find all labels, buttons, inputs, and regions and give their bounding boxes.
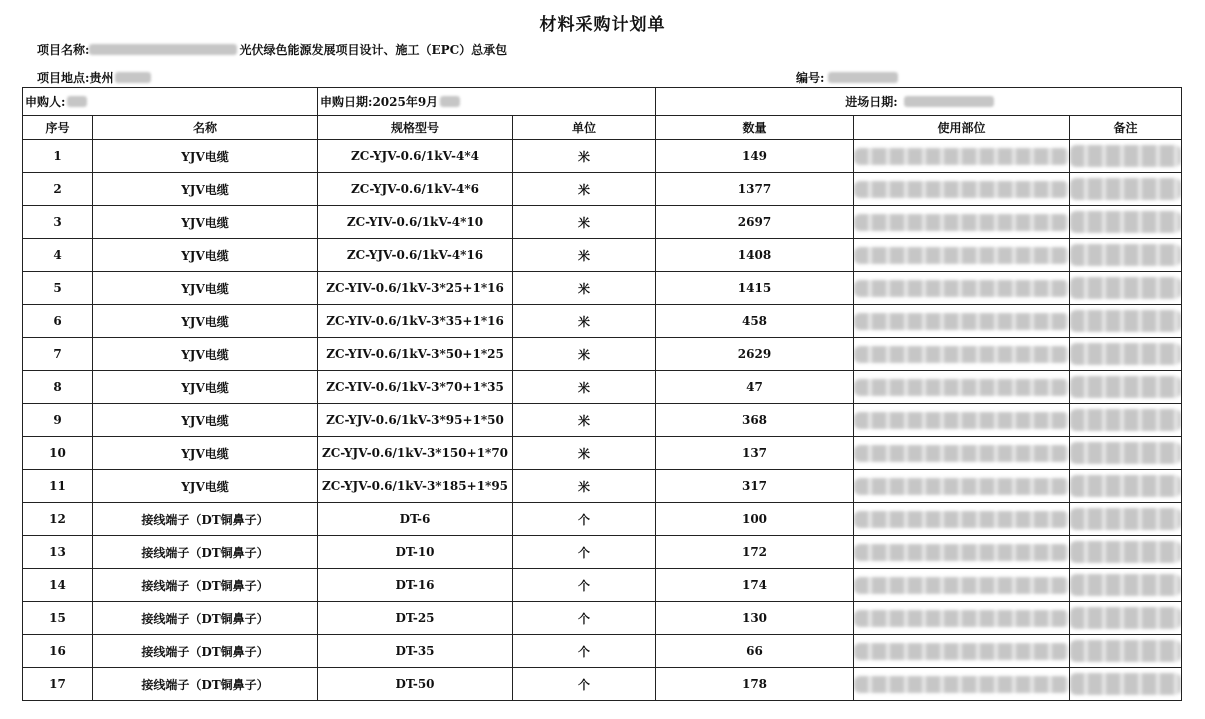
redaction-blur xyxy=(854,148,1069,165)
row-no: 7 xyxy=(23,338,93,371)
row-no: 4 xyxy=(23,239,93,272)
row-no: 17 xyxy=(23,668,93,701)
row-name: YJV电缆 xyxy=(93,140,318,173)
row-spec: ZC-YJV-0.6/1kV-3*185+1*95 xyxy=(318,470,513,503)
redaction-blur xyxy=(854,610,1069,627)
row-dept-redacted xyxy=(854,338,1070,371)
row-spec: ZC-YJV-0.6/1kV-4*6 xyxy=(318,173,513,206)
requester-cell xyxy=(23,88,318,116)
row-name: 接线端子（DT铜鼻子） xyxy=(93,503,318,536)
row-dept-redacted xyxy=(854,206,1070,239)
entry-date-label: 进场日期: xyxy=(845,95,898,109)
row-name: YJV电缆 xyxy=(93,437,318,470)
row-name: 接线端子（DT铜鼻子） xyxy=(93,635,318,668)
purchase-plan-table xyxy=(22,87,1182,701)
row-dept-redacted xyxy=(854,173,1070,206)
redaction-blur xyxy=(1070,310,1181,332)
table-row xyxy=(23,602,1182,635)
row-qty: 458 xyxy=(656,305,854,338)
row-unit: 米 xyxy=(513,437,656,470)
row-unit: 米 xyxy=(513,404,656,437)
redaction-blur xyxy=(1070,145,1181,167)
row-remark-redacted xyxy=(1070,668,1182,701)
row-name: YJV电缆 xyxy=(93,338,318,371)
project-location-line xyxy=(37,69,151,86)
header-unit: 单位 xyxy=(513,116,656,140)
purchase-date-value: 2025年9月 xyxy=(372,95,439,109)
table-row xyxy=(23,437,1182,470)
row-name: 接线端子（DT铜鼻子） xyxy=(93,602,318,635)
row-unit: 米 xyxy=(513,140,656,173)
row-no: 5 xyxy=(23,272,93,305)
row-no: 13 xyxy=(23,536,93,569)
row-no: 11 xyxy=(23,470,93,503)
row-spec: ZC-YIV-0.6/1kV-3*35+1*16 xyxy=(318,305,513,338)
row-no: 2 xyxy=(23,173,93,206)
row-no: 12 xyxy=(23,503,93,536)
row-spec: DT-6 xyxy=(318,503,513,536)
row-name: YJV电缆 xyxy=(93,371,318,404)
header-dept: 使用部位 xyxy=(854,116,1070,140)
header-spec: 规格型号 xyxy=(318,116,513,140)
row-remark-redacted xyxy=(1070,305,1182,338)
redaction-blur xyxy=(1070,277,1181,299)
table-row xyxy=(23,338,1182,371)
redaction-blur xyxy=(854,247,1069,264)
table-row xyxy=(23,635,1182,668)
redacted-project-prefix xyxy=(89,44,237,55)
redaction-blur xyxy=(1070,508,1181,530)
row-remark-redacted xyxy=(1070,371,1182,404)
row-remark-redacted xyxy=(1070,503,1182,536)
header-no: 序号 xyxy=(23,116,93,140)
document-code-label: 编号: xyxy=(796,71,825,85)
row-dept-redacted xyxy=(854,272,1070,305)
redaction-blur xyxy=(854,445,1069,462)
row-spec: ZC-YJV-0.6/1kV-4*16 xyxy=(318,239,513,272)
row-qty: 137 xyxy=(656,437,854,470)
row-spec: ZC-YIV-0.6/1kV-3*70+1*35 xyxy=(318,371,513,404)
redaction-blur xyxy=(854,643,1069,660)
row-remark-redacted xyxy=(1070,239,1182,272)
redaction-blur xyxy=(854,181,1069,198)
row-no: 9 xyxy=(23,404,93,437)
row-dept-redacted xyxy=(854,635,1070,668)
row-remark-redacted xyxy=(1070,569,1182,602)
row-spec: DT-10 xyxy=(318,536,513,569)
row-unit: 米 xyxy=(513,206,656,239)
redaction-blur xyxy=(1070,607,1181,629)
row-dept-redacted xyxy=(854,239,1070,272)
header-row xyxy=(23,116,1182,140)
redaction-blur xyxy=(1070,376,1181,398)
redaction-blur xyxy=(1070,442,1181,464)
row-dept-redacted xyxy=(854,404,1070,437)
project-location-label: 项目地点: xyxy=(37,71,90,85)
row-qty: 100 xyxy=(656,503,854,536)
row-no: 16 xyxy=(23,635,93,668)
table-row xyxy=(23,371,1182,404)
table-body xyxy=(23,140,1182,701)
project-name-value: 光伏绿色能源发展项目设计、施工（EPC）总承包 xyxy=(239,43,508,57)
row-dept-redacted xyxy=(854,602,1070,635)
redaction-blur xyxy=(854,577,1069,594)
row-spec: DT-50 xyxy=(318,668,513,701)
row-qty: 172 xyxy=(656,536,854,569)
redaction-blur xyxy=(854,544,1069,561)
redacted-code xyxy=(828,72,898,83)
row-remark-redacted xyxy=(1070,470,1182,503)
redaction-blur xyxy=(1070,574,1181,596)
row-no: 14 xyxy=(23,569,93,602)
redaction-blur xyxy=(1070,673,1181,695)
row-remark-redacted xyxy=(1070,404,1182,437)
table-row xyxy=(23,536,1182,569)
row-remark-redacted xyxy=(1070,206,1182,239)
row-unit: 个 xyxy=(513,569,656,602)
row-spec: ZC-YJV-0.6/1kV-3*95+1*50 xyxy=(318,404,513,437)
row-remark-redacted xyxy=(1070,272,1182,305)
row-qty: 1415 xyxy=(656,272,854,305)
row-remark-redacted xyxy=(1070,536,1182,569)
row-unit: 米 xyxy=(513,239,656,272)
row-qty: 149 xyxy=(656,140,854,173)
row-qty: 178 xyxy=(656,668,854,701)
row-qty: 368 xyxy=(656,404,854,437)
redaction-blur xyxy=(854,478,1069,495)
header-remark: 备注 xyxy=(1070,116,1182,140)
row-no: 8 xyxy=(23,371,93,404)
redaction-blur xyxy=(854,313,1069,330)
row-unit: 米 xyxy=(513,470,656,503)
document-title: 材料采购计划单 xyxy=(539,15,666,35)
row-no: 15 xyxy=(23,602,93,635)
redaction-blur xyxy=(1070,409,1181,431)
row-unit: 米 xyxy=(513,371,656,404)
purchase-date-label: 申购日期: xyxy=(320,95,373,109)
redacted-location xyxy=(115,72,151,83)
redaction-blur xyxy=(1070,211,1181,233)
row-no: 1 xyxy=(23,140,93,173)
row-unit: 个 xyxy=(513,602,656,635)
table-row xyxy=(23,305,1182,338)
row-qty: 2697 xyxy=(656,206,854,239)
redaction-blur xyxy=(1070,343,1181,365)
redaction-blur xyxy=(854,346,1069,363)
row-spec: DT-25 xyxy=(318,602,513,635)
row-remark-redacted xyxy=(1070,635,1182,668)
row-qty: 2629 xyxy=(656,338,854,371)
purchase-date-cell xyxy=(318,88,656,116)
redaction-blur xyxy=(854,379,1069,396)
document-code-line xyxy=(796,69,898,86)
requester-label: 申购人: xyxy=(25,95,66,109)
row-unit: 个 xyxy=(513,536,656,569)
row-dept-redacted xyxy=(854,470,1070,503)
row-dept-redacted xyxy=(854,569,1070,602)
row-name: YJV电缆 xyxy=(93,173,318,206)
table-row xyxy=(23,173,1182,206)
row-qty: 317 xyxy=(656,470,854,503)
header-name: 名称 xyxy=(93,116,318,140)
row-name: 接线端子（DT铜鼻子） xyxy=(93,536,318,569)
row-unit: 个 xyxy=(513,635,656,668)
table-row xyxy=(23,503,1182,536)
row-remark-redacted xyxy=(1070,602,1182,635)
row-spec: DT-16 xyxy=(318,569,513,602)
row-qty: 47 xyxy=(656,371,854,404)
redaction-blur xyxy=(854,412,1069,429)
row-unit: 个 xyxy=(513,668,656,701)
row-spec: ZC-YIV-0.6/1kV-3*50+1*25 xyxy=(318,338,513,371)
table-row xyxy=(23,206,1182,239)
row-dept-redacted xyxy=(854,503,1070,536)
row-no: 3 xyxy=(23,206,93,239)
table-row xyxy=(23,404,1182,437)
row-spec: ZC-YJV-0.6/1kV-3*150+1*70 xyxy=(318,437,513,470)
table-row xyxy=(23,140,1182,173)
project-name-line xyxy=(37,41,507,58)
redaction-blur xyxy=(1070,541,1181,563)
row-unit: 米 xyxy=(513,272,656,305)
row-dept-redacted xyxy=(854,437,1070,470)
redaction-blur xyxy=(1070,640,1181,662)
redaction-blur xyxy=(1070,244,1181,266)
row-unit: 米 xyxy=(513,305,656,338)
row-name: 接线端子（DT铜鼻子） xyxy=(93,569,318,602)
redaction-blur xyxy=(1070,178,1181,200)
row-no: 6 xyxy=(23,305,93,338)
redaction-blur xyxy=(854,676,1069,693)
row-name: YJV电缆 xyxy=(93,470,318,503)
row-name: YJV电缆 xyxy=(93,272,318,305)
row-name: YJV电缆 xyxy=(93,206,318,239)
entry-date-cell xyxy=(656,88,1182,116)
row-remark-redacted xyxy=(1070,437,1182,470)
table-row xyxy=(23,569,1182,602)
meta-row xyxy=(23,88,1182,116)
table-row xyxy=(23,272,1182,305)
table-row xyxy=(23,239,1182,272)
row-unit: 米 xyxy=(513,338,656,371)
redaction-blur xyxy=(854,511,1069,528)
redacted-entry-date xyxy=(904,96,994,107)
row-dept-redacted xyxy=(854,305,1070,338)
row-spec: ZC-YJV-0.6/1kV-4*4 xyxy=(318,140,513,173)
redacted-date-day xyxy=(440,96,460,107)
redacted-requester xyxy=(67,96,87,107)
row-qty: 1408 xyxy=(656,239,854,272)
redaction-blur xyxy=(854,214,1069,231)
table-row xyxy=(23,470,1182,503)
header-qty: 数量 xyxy=(656,116,854,140)
redaction-blur xyxy=(1070,475,1181,497)
row-qty: 130 xyxy=(656,602,854,635)
row-dept-redacted xyxy=(854,140,1070,173)
row-qty: 66 xyxy=(656,635,854,668)
row-remark-redacted xyxy=(1070,338,1182,371)
redaction-blur xyxy=(854,280,1069,297)
row-name: YJV电缆 xyxy=(93,239,318,272)
row-name: 接线端子（DT铜鼻子） xyxy=(93,668,318,701)
row-qty: 174 xyxy=(656,569,854,602)
project-name-label: 项目名称: xyxy=(37,43,90,57)
row-spec: DT-35 xyxy=(318,635,513,668)
row-name: YJV电缆 xyxy=(93,305,318,338)
row-name: YJV电缆 xyxy=(93,404,318,437)
project-location-value: 贵州 xyxy=(89,71,114,85)
row-spec: ZC-YIV-0.6/1kV-3*25+1*16 xyxy=(318,272,513,305)
row-unit: 个 xyxy=(513,503,656,536)
row-spec: ZC-YIV-0.6/1kV-4*10 xyxy=(318,206,513,239)
row-unit: 米 xyxy=(513,173,656,206)
row-dept-redacted xyxy=(854,668,1070,701)
row-no: 10 xyxy=(23,437,93,470)
row-dept-redacted xyxy=(854,371,1070,404)
row-remark-redacted xyxy=(1070,140,1182,173)
row-qty: 1377 xyxy=(656,173,854,206)
row-remark-redacted xyxy=(1070,173,1182,206)
table-row xyxy=(23,668,1182,701)
row-dept-redacted xyxy=(854,536,1070,569)
